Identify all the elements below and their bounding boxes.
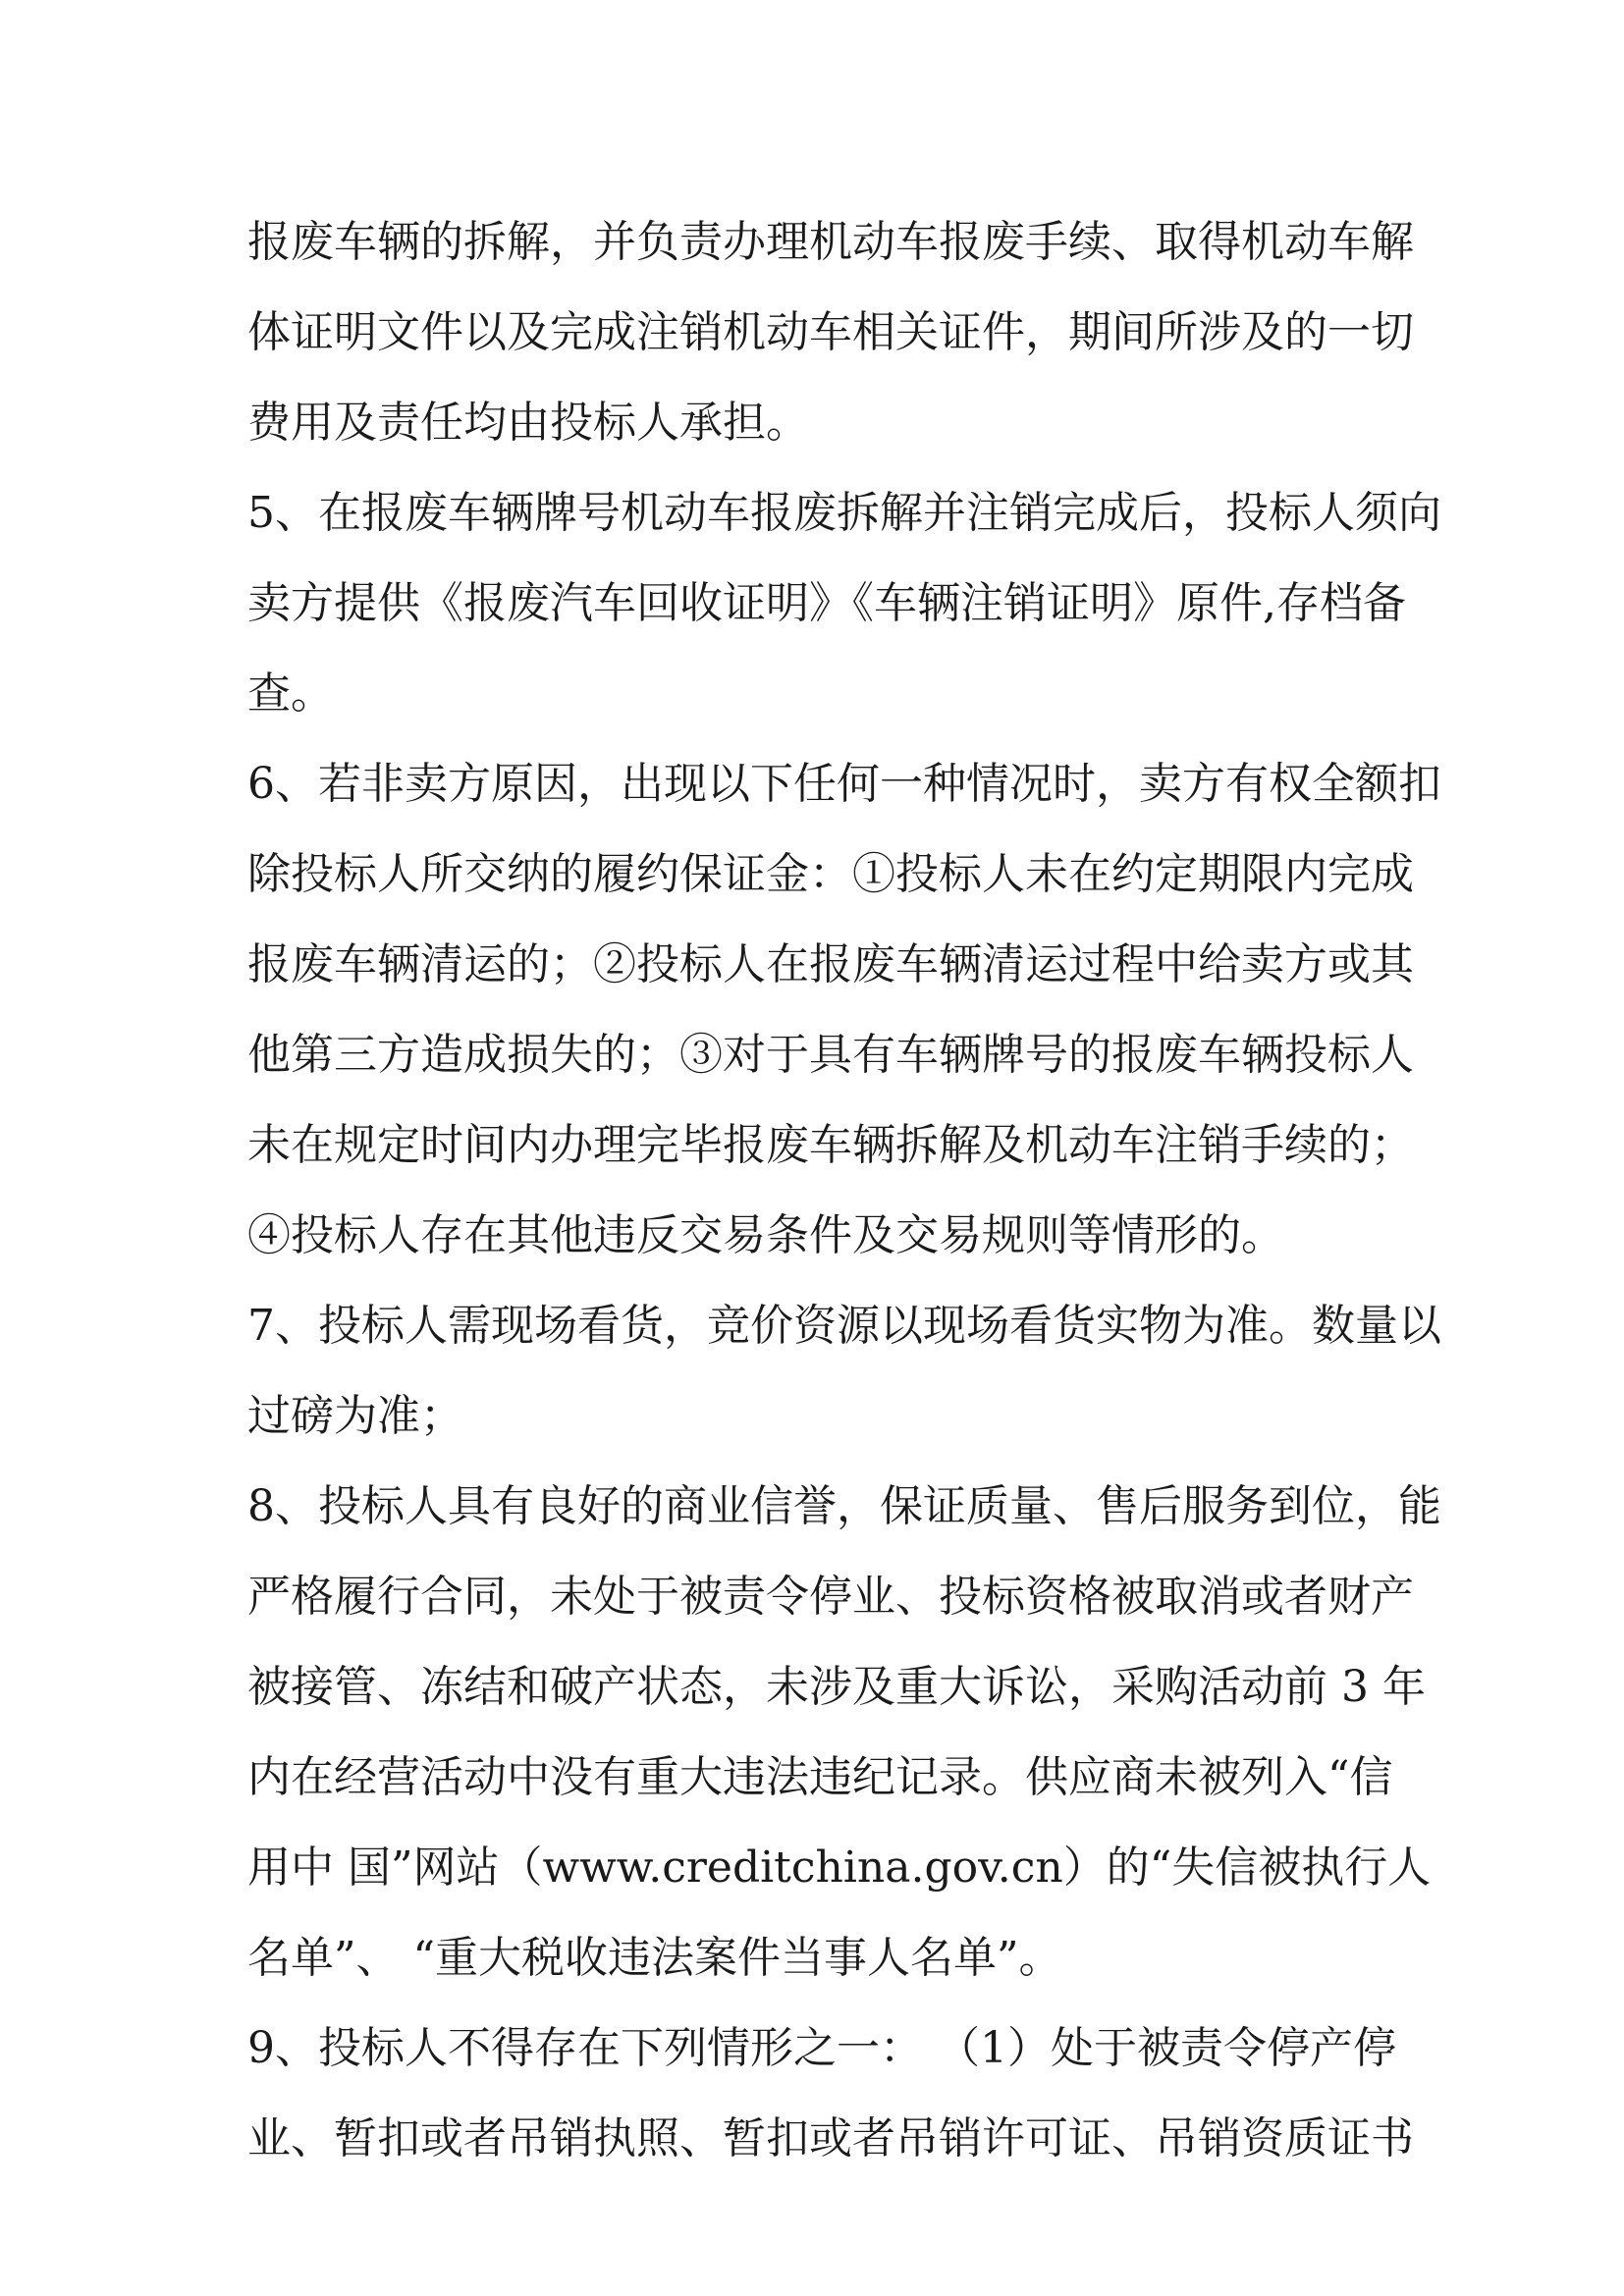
text-line: 他第三方造成损失的；③对于具有车辆牌号的报废车辆投标人 [247, 1030, 1414, 1080]
text-line: 被接管、冻结和破产状态，未涉及重大诉讼，采购活动前 3 年 [247, 1662, 1426, 1712]
text-line: 严格履行合同，未处于被责令停业、投标资格被取消或者财产 [247, 1572, 1414, 1622]
text-line: 除投标人所交纳的履约保证金：①投标人未在约定期限内完成 [247, 849, 1414, 899]
text-line: 8、投标人具有良好的商业信誉，保证质量、售后服务到位，能 [247, 1481, 1441, 1531]
text-line: 5、在报废车辆牌号机动车报废拆解并注销完成后，投标人须向 [247, 488, 1441, 538]
text-line: 过磅为准； [247, 1391, 463, 1441]
text-line: 费用及责任均由投标人承担。 [247, 398, 809, 448]
text-line: 业、暂扣或者吊销执照、暂扣或者吊销许可证、吊销资质证书 [247, 2113, 1414, 2163]
text-line: ④投标人存在其他违反交易条件及交易规则等情形的。 [247, 1210, 1284, 1260]
text-line: 用中 国”网站（www.creditchina.gov.cn）的“失信被执行人 [247, 1842, 1432, 1893]
text-line: 未在规定时间内办理完毕报废车辆拆解及机动车注销手续的； [247, 1120, 1414, 1170]
text-line: 卖方提供《报废汽车回收证明》《车辆注销证明》原件,存档备 [247, 578, 1406, 628]
document-body [247, 208, 1441, 2195]
text-line: 查。 [247, 668, 334, 719]
text-line: 报废车辆清运的；②投标人在报废车辆清运过程中给卖方或其 [247, 939, 1414, 989]
text-line: 体证明文件以及完成注销机动车相关证件，期间所涉及的一切 [247, 307, 1414, 357]
text-line: 7、投标人需现场看货，竞价资源以现场看货实物为准。数量以 [247, 1301, 1441, 1351]
text-line: 6、若非卖方原因，出现以下任何一种情况时，卖方有权全额扣 [247, 759, 1441, 809]
text-line: 名单”、 “重大税收违法案件当事人名单”。 [247, 1933, 1062, 1983]
text-line: 内在经营活动中没有重大违法违纪记录。供应商未被列入“信 [247, 1752, 1393, 1802]
text-line: 9、投标人不得存在下列情形之一： （1）处于被责令停产停 [247, 2023, 1396, 2073]
text-line: 报废车辆的拆解，并负责办理机动车报废手续、取得机动车解 [247, 217, 1414, 267]
